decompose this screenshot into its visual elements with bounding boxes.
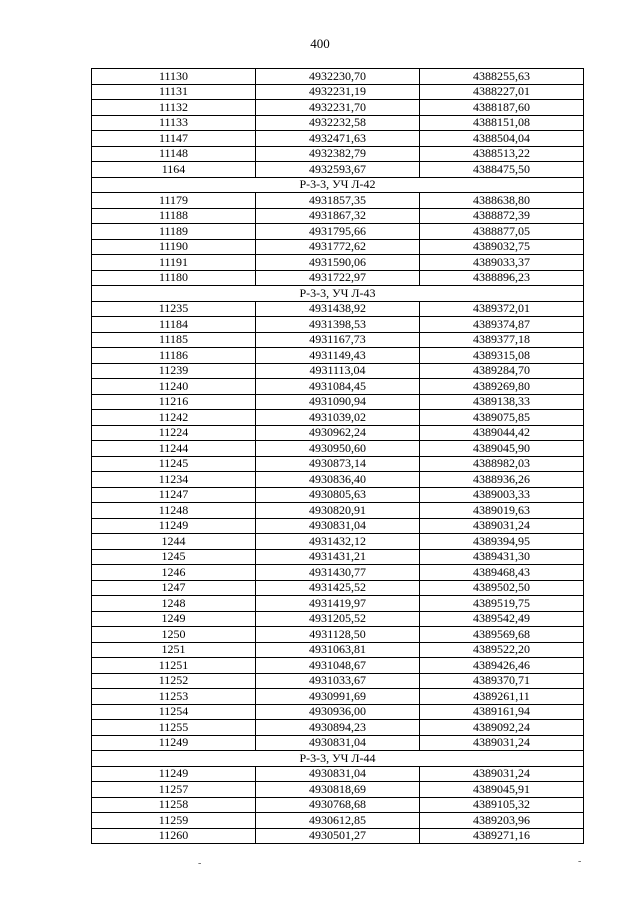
table-row (92, 317, 584, 333)
x-coordinate-cell: 4932382,79 (256, 146, 420, 162)
table-row (92, 720, 584, 736)
x-coordinate-cell: 4931432,12 (256, 534, 420, 550)
point-number-cell: 11260 (92, 828, 256, 844)
x-coordinate-cell: 4931857,35 (256, 193, 420, 209)
coordinates-table-body (92, 69, 584, 844)
point-number-cell: 11248 (92, 503, 256, 519)
table-row (92, 162, 584, 178)
point-number-cell: 11180 (92, 270, 256, 286)
y-coordinate-cell: 4388504,04 (420, 131, 584, 147)
point-number-cell: 11130 (92, 69, 256, 85)
coordinates-table (91, 68, 584, 844)
x-coordinate-cell: 4930831,04 (256, 766, 420, 782)
y-coordinate-cell: 4389269,80 (420, 379, 584, 395)
section-title: Р-3-3, УЧ Л-42 (92, 177, 584, 193)
x-coordinate-cell: 4930950,60 (256, 441, 420, 457)
table-row (92, 410, 584, 426)
y-coordinate-cell: 4388475,50 (420, 162, 584, 178)
y-coordinate-cell: 4389394,95 (420, 534, 584, 550)
point-number-cell: 11240 (92, 379, 256, 395)
point-number-cell: 11249 (92, 518, 256, 534)
y-coordinate-cell: 4388877,05 (420, 224, 584, 240)
x-coordinate-cell: 4931398,53 (256, 317, 420, 333)
y-coordinate-cell: 4389031,24 (420, 735, 584, 751)
table-row (92, 100, 584, 116)
page-number: 400 (310, 36, 330, 51)
table-row (92, 332, 584, 348)
x-coordinate-cell: 4930818,69 (256, 782, 420, 798)
x-coordinate-cell: 4931438,92 (256, 301, 420, 317)
point-number-cell: 11249 (92, 766, 256, 782)
y-coordinate-cell: 4389105,32 (420, 797, 584, 813)
x-coordinate-cell: 4931090,94 (256, 394, 420, 410)
table-row (92, 704, 584, 720)
table-row (92, 487, 584, 503)
table-row (92, 456, 584, 472)
table-row (92, 379, 584, 395)
table-row (92, 549, 584, 565)
x-coordinate-cell: 4930936,00 (256, 704, 420, 720)
table-row (92, 239, 584, 255)
x-coordinate-cell: 4931590,06 (256, 255, 420, 271)
section-header-row (92, 751, 584, 767)
point-number-cell: 11189 (92, 224, 256, 240)
y-coordinate-cell: 4388227,01 (420, 84, 584, 100)
y-coordinate-cell: 4389522,20 (420, 642, 584, 658)
point-number-cell: 11185 (92, 332, 256, 348)
point-number-cell: 11184 (92, 317, 256, 333)
y-coordinate-cell: 4389161,94 (420, 704, 584, 720)
y-coordinate-cell: 4388982,03 (420, 456, 584, 472)
point-number-cell: 11253 (92, 689, 256, 705)
point-number-cell: 11239 (92, 363, 256, 379)
y-coordinate-cell: 4389203,96 (420, 813, 584, 829)
x-coordinate-cell: 4931425,52 (256, 580, 420, 596)
point-number-cell: 11148 (92, 146, 256, 162)
point-number-cell: 11255 (92, 720, 256, 736)
y-coordinate-cell: 4389519,75 (420, 596, 584, 612)
x-coordinate-cell: 4930873,14 (256, 456, 420, 472)
y-coordinate-cell: 4388151,08 (420, 115, 584, 131)
x-coordinate-cell: 4931867,32 (256, 208, 420, 224)
x-coordinate-cell: 4930962,24 (256, 425, 420, 441)
table-row (92, 813, 584, 829)
point-number-cell: 11147 (92, 131, 256, 147)
x-coordinate-cell: 4932230,70 (256, 69, 420, 85)
x-coordinate-cell: 4930805,63 (256, 487, 420, 503)
table-row (92, 642, 584, 658)
table-row (92, 270, 584, 286)
y-coordinate-cell: 4389044,42 (420, 425, 584, 441)
x-coordinate-cell: 4931795,66 (256, 224, 420, 240)
table-row (92, 115, 584, 131)
y-coordinate-cell: 4388936,26 (420, 472, 584, 488)
point-number-cell: 11186 (92, 348, 256, 364)
x-coordinate-cell: 4930831,04 (256, 518, 420, 534)
x-coordinate-cell: 4930831,04 (256, 735, 420, 751)
table-row (92, 658, 584, 674)
table-row (92, 518, 584, 534)
table-row (92, 84, 584, 100)
point-number-cell: 11244 (92, 441, 256, 457)
point-number-cell: 1244 (92, 534, 256, 550)
x-coordinate-cell: 4930991,69 (256, 689, 420, 705)
x-coordinate-cell: 4930894,23 (256, 720, 420, 736)
table-row (92, 255, 584, 271)
x-coordinate-cell: 4931113,04 (256, 363, 420, 379)
x-coordinate-cell: 4931205,52 (256, 611, 420, 627)
table-row (92, 782, 584, 798)
table-row (92, 580, 584, 596)
point-number-cell: 11131 (92, 84, 256, 100)
table-row (92, 131, 584, 147)
point-number-cell: 11247 (92, 487, 256, 503)
y-coordinate-cell: 4388187,60 (420, 100, 584, 116)
point-number-cell: 11258 (92, 797, 256, 813)
point-number-cell: 1245 (92, 549, 256, 565)
x-coordinate-cell: 4931048,67 (256, 658, 420, 674)
y-coordinate-cell: 4389003,33 (420, 487, 584, 503)
x-coordinate-cell: 4930768,68 (256, 797, 420, 813)
y-coordinate-cell: 4389502,50 (420, 580, 584, 596)
point-number-cell: 1249 (92, 611, 256, 627)
y-coordinate-cell: 4389468,43 (420, 565, 584, 581)
table-row (92, 503, 584, 519)
y-coordinate-cell: 4389045,91 (420, 782, 584, 798)
table-row (92, 689, 584, 705)
x-coordinate-cell: 4931033,67 (256, 673, 420, 689)
point-number-cell: 11254 (92, 704, 256, 720)
x-coordinate-cell: 4932231,19 (256, 84, 420, 100)
section-header-row (92, 286, 584, 302)
y-coordinate-cell: 4388896,23 (420, 270, 584, 286)
y-coordinate-cell: 4389271,16 (420, 828, 584, 844)
table-row (92, 766, 584, 782)
table-row (92, 673, 584, 689)
table-row (92, 224, 584, 240)
scan-dot: - (578, 856, 582, 867)
x-coordinate-cell: 4930836,40 (256, 472, 420, 488)
table-row (92, 534, 584, 550)
table-row (92, 441, 584, 457)
table-row (92, 348, 584, 364)
scan-dot: - (198, 858, 202, 869)
x-coordinate-cell: 4931772,62 (256, 239, 420, 255)
y-coordinate-cell: 4388513,22 (420, 146, 584, 162)
point-number-cell: 11132 (92, 100, 256, 116)
x-coordinate-cell: 4930612,85 (256, 813, 420, 829)
x-coordinate-cell: 4931419,97 (256, 596, 420, 612)
x-coordinate-cell: 4931431,21 (256, 549, 420, 565)
y-coordinate-cell: 4389284,70 (420, 363, 584, 379)
point-number-cell: 11188 (92, 208, 256, 224)
x-coordinate-cell: 4931430,77 (256, 565, 420, 581)
y-coordinate-cell: 4389092,24 (420, 720, 584, 736)
y-coordinate-cell: 4389261,11 (420, 689, 584, 705)
y-coordinate-cell: 4389370,71 (420, 673, 584, 689)
y-coordinate-cell: 4389426,46 (420, 658, 584, 674)
section-title: Р-3-3, УЧ Л-43 (92, 286, 584, 302)
table-row (92, 797, 584, 813)
y-coordinate-cell: 4389569,68 (420, 627, 584, 643)
y-coordinate-cell: 4388255,63 (420, 69, 584, 85)
x-coordinate-cell: 4932232,58 (256, 115, 420, 131)
point-number-cell: 11242 (92, 410, 256, 426)
point-number-cell: 11245 (92, 456, 256, 472)
point-number-cell: 11257 (92, 782, 256, 798)
point-number-cell: 11216 (92, 394, 256, 410)
table-row (92, 146, 584, 162)
section-header-row (92, 177, 584, 193)
y-coordinate-cell: 4389431,30 (420, 549, 584, 565)
y-coordinate-cell: 4389019,63 (420, 503, 584, 519)
y-coordinate-cell: 4389075,85 (420, 410, 584, 426)
x-coordinate-cell: 4932593,67 (256, 162, 420, 178)
x-coordinate-cell: 4931039,02 (256, 410, 420, 426)
point-number-cell: 11190 (92, 239, 256, 255)
section-title: Р-3-3, УЧ Л-44 (92, 751, 584, 767)
y-coordinate-cell: 4389542,49 (420, 611, 584, 627)
table-row (92, 394, 584, 410)
point-number-cell: 1246 (92, 565, 256, 581)
table-row (92, 301, 584, 317)
table-row (92, 69, 584, 85)
point-number-cell: 1251 (92, 642, 256, 658)
x-coordinate-cell: 4931149,43 (256, 348, 420, 364)
table-row (92, 208, 584, 224)
point-number-cell: 11251 (92, 658, 256, 674)
y-coordinate-cell: 4389377,18 (420, 332, 584, 348)
x-coordinate-cell: 4931063,81 (256, 642, 420, 658)
y-coordinate-cell: 4389031,24 (420, 518, 584, 534)
table-row (92, 828, 584, 844)
x-coordinate-cell: 4930501,27 (256, 828, 420, 844)
x-coordinate-cell: 4931128,50 (256, 627, 420, 643)
point-number-cell: 11133 (92, 115, 256, 131)
point-number-cell: 11234 (92, 472, 256, 488)
point-number-cell: 1247 (92, 580, 256, 596)
point-number-cell: 11179 (92, 193, 256, 209)
table-row (92, 565, 584, 581)
table-row (92, 425, 584, 441)
y-coordinate-cell: 4389045,90 (420, 441, 584, 457)
table-row (92, 193, 584, 209)
table-row (92, 735, 584, 751)
x-coordinate-cell: 4931167,73 (256, 332, 420, 348)
point-number-cell: 11191 (92, 255, 256, 271)
y-coordinate-cell: 4389031,24 (420, 766, 584, 782)
x-coordinate-cell: 4932471,63 (256, 131, 420, 147)
y-coordinate-cell: 4389138,33 (420, 394, 584, 410)
table-row (92, 627, 584, 643)
x-coordinate-cell: 4930820,91 (256, 503, 420, 519)
point-number-cell: 11224 (92, 425, 256, 441)
y-coordinate-cell: 4389372,01 (420, 301, 584, 317)
table-row (92, 363, 584, 379)
x-coordinate-cell: 4931084,45 (256, 379, 420, 395)
point-number-cell: 1248 (92, 596, 256, 612)
point-number-cell: 1250 (92, 627, 256, 643)
y-coordinate-cell: 4389315,08 (420, 348, 584, 364)
table-row (92, 472, 584, 488)
point-number-cell: 11249 (92, 735, 256, 751)
y-coordinate-cell: 4389033,37 (420, 255, 584, 271)
point-number-cell: 11235 (92, 301, 256, 317)
table-row (92, 611, 584, 627)
x-coordinate-cell: 4931722,97 (256, 270, 420, 286)
x-coordinate-cell: 4932231,70 (256, 100, 420, 116)
point-number-cell: 11252 (92, 673, 256, 689)
y-coordinate-cell: 4388638,80 (420, 193, 584, 209)
y-coordinate-cell: 4388872,39 (420, 208, 584, 224)
point-number-cell: 11259 (92, 813, 256, 829)
y-coordinate-cell: 4389374,87 (420, 317, 584, 333)
point-number-cell: 1164 (92, 162, 256, 178)
y-coordinate-cell: 4389032,75 (420, 239, 584, 255)
table-row (92, 596, 584, 612)
